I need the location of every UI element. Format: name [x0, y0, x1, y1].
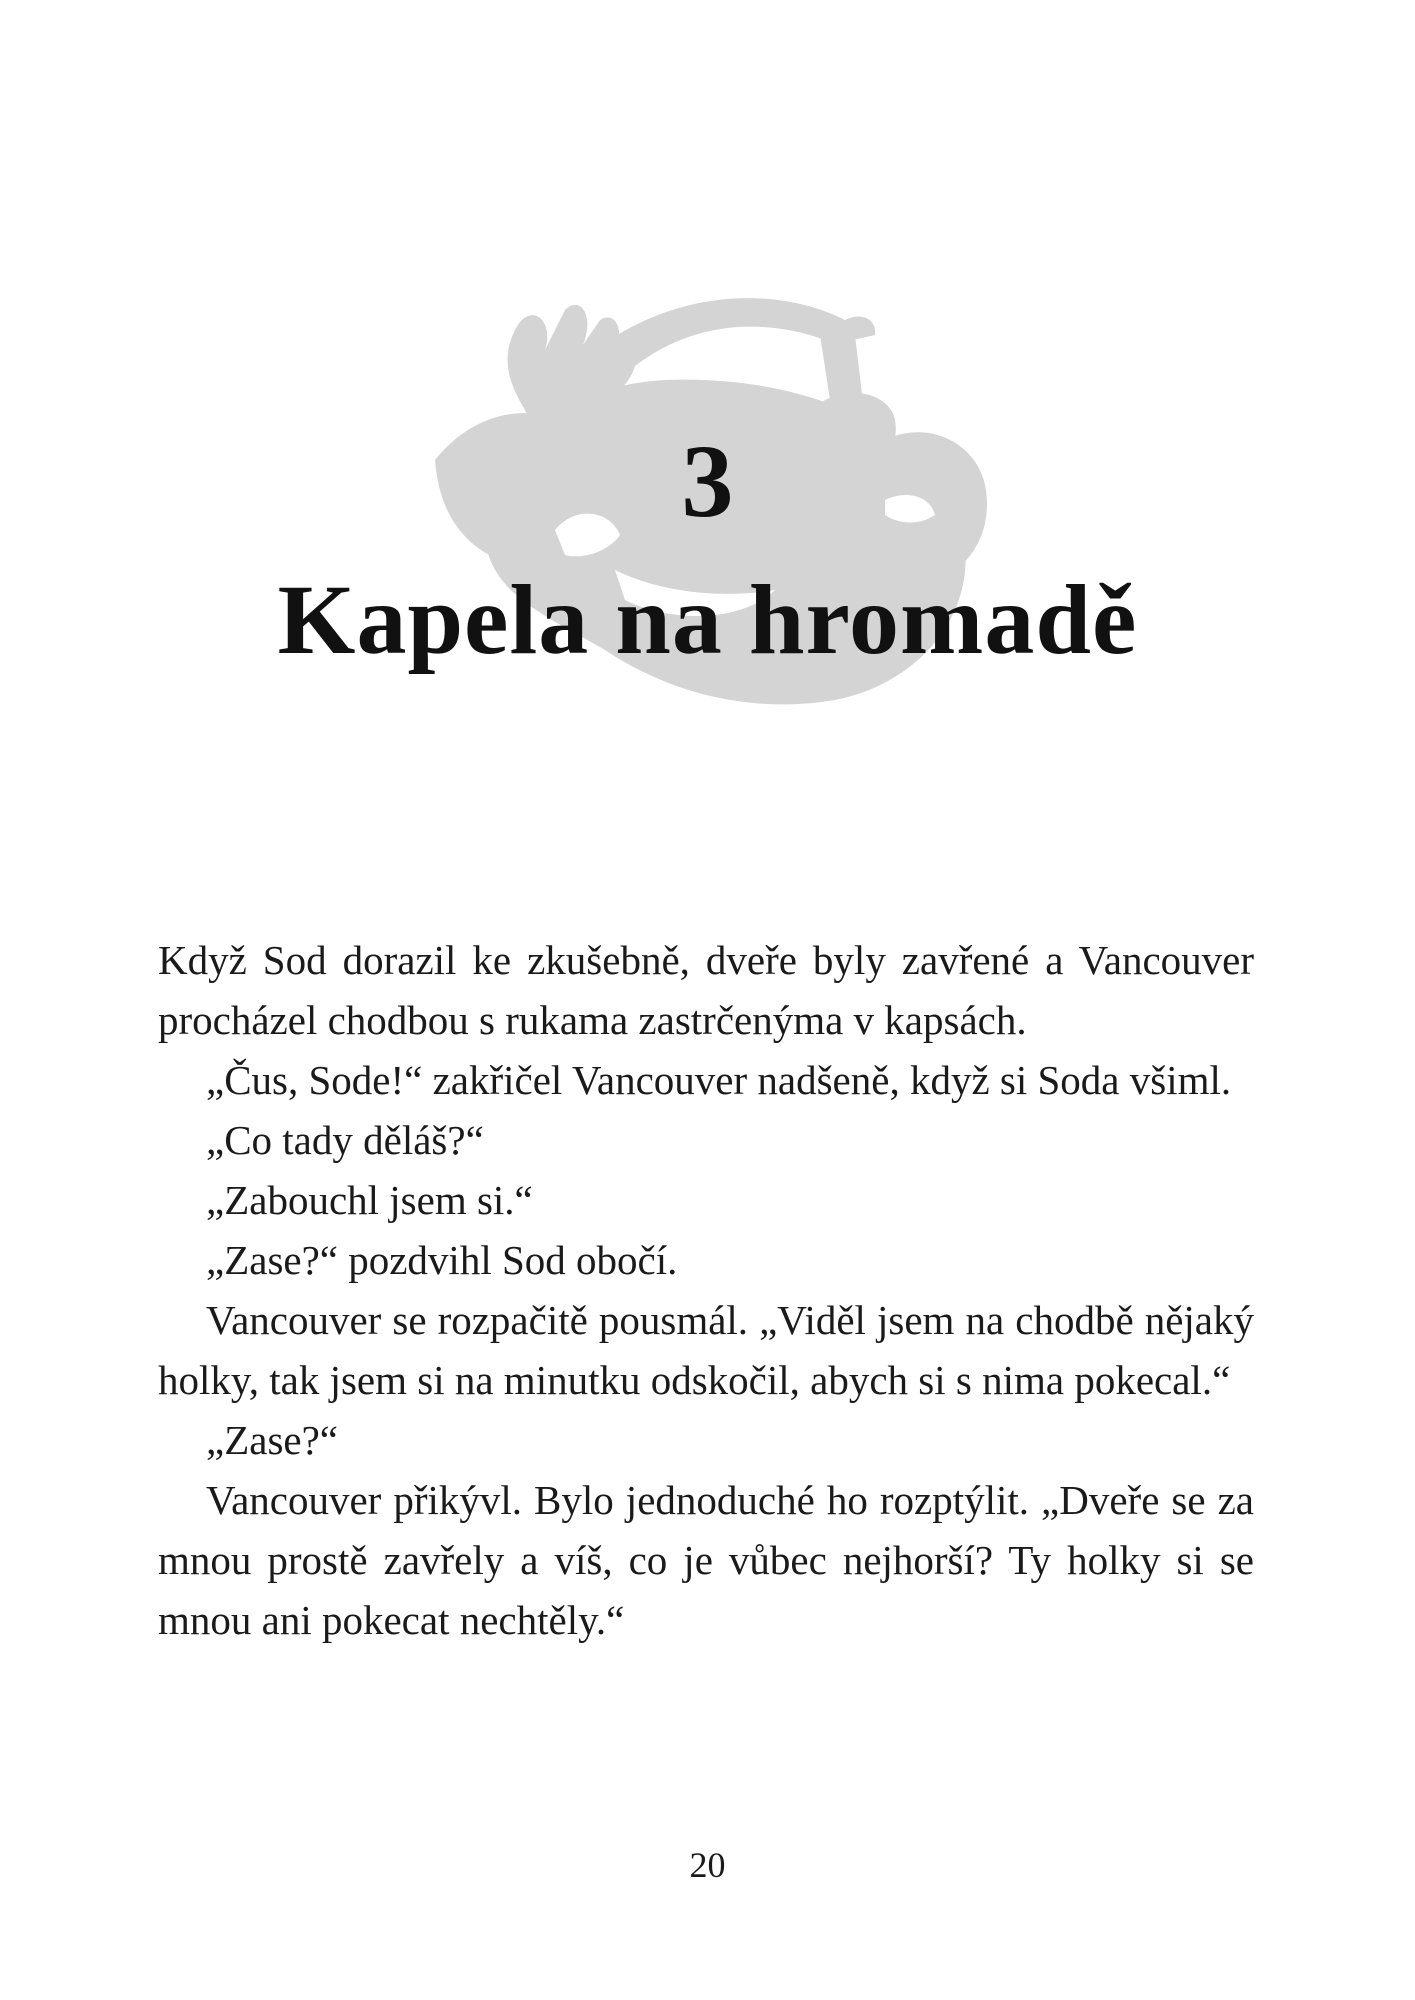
chapter-title: Kapela na hromadě — [277, 564, 1138, 675]
paragraph: Vancouver se rozpačitě pousmál. „Viděl jsem na chodbě nějaký holky, tak jsem si na minutku odskočil, abych si s nima pokecal.“ — [158, 1297, 1254, 1403]
chapter-number: 3 — [681, 424, 734, 539]
paragraph: „Zase?“ — [206, 1417, 338, 1463]
paragraph: „Zabouchl jsem si.“ — [206, 1177, 533, 1223]
page-number: 20 — [689, 1845, 726, 1885]
paragraph: Vancouver přikývl. Bylo jednoduché ho rozptýlit. „Dveře se za mnou prostě zavřely a víš, co je vůbec nejhorší? Ty holky si se mnou ani pokecat nechtěly.“ — [158, 1477, 1254, 1643]
chapter-body — [158, 930, 1254, 1650]
paragraph: Když Sod dorazil ke zkušebně, dveře byly zavřené a Vancouver procházel chodbou s rukama zastrčenýma v kapsách. — [158, 937, 1254, 1043]
paragraph: „Zase?“ pozdvihl Sod obočí. — [206, 1237, 678, 1283]
paragraph: „Co tady děláš?“ — [206, 1117, 484, 1163]
paragraph: „Čus, Sode!“ zakřičel Vancouver nadšeně, když si Soda všiml. — [206, 1057, 1232, 1103]
